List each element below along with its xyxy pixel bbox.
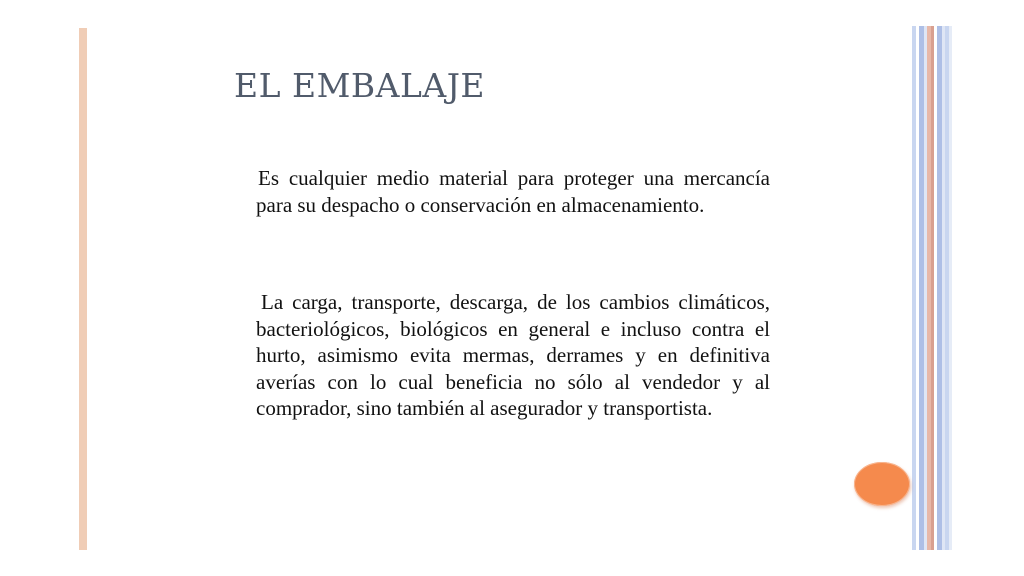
right-decorative-stripes [912, 26, 952, 550]
left-decorative-bar [79, 28, 87, 550]
orange-accent-circle [854, 462, 910, 506]
stripe [949, 26, 952, 550]
definition-paragraph: Es cualquier medio material para proteger una mercancía para su despacho o conservación en almacenamiento. [256, 166, 770, 217]
slide-title: EL EMBALAJE [234, 66, 486, 105]
purpose-paragraph: La carga, transporte, descarga, de los cambios climáticos, bacteriológicos, biológicos en general e incluso contra el hurto, asimismo evita mermas, derrames y en definitiva averías con lo cual beneficia no sólo al vendedor y al comprador, sino también al asegurador y transportista. [256, 290, 770, 420]
